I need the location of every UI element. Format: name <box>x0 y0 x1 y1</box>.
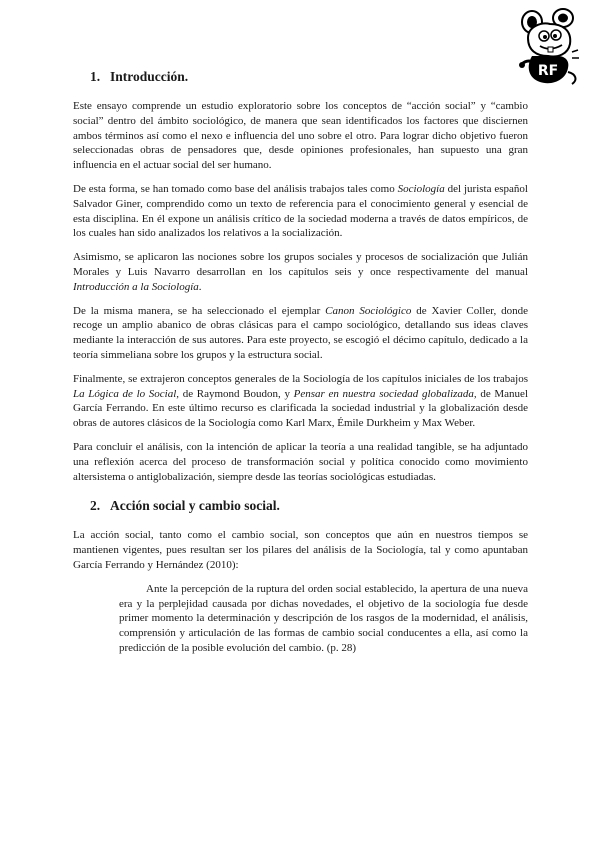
document-body <box>73 68 528 665</box>
section-heading-introduccion <box>90 68 528 86</box>
section-title: Acción social y cambio social. <box>110 498 280 514</box>
accion-paragraph-1: La acción social, tanto como el cambio social, son conceptos que aún en nuestros tiempos se mantienen vigentes, pues resultan ser los pilares del análisis de la Sociología, tal y como apuntaban García Ferrando y Hernández (2010): <box>73 529 528 571</box>
text-run: De la misma manera, se ha seleccionado el ejemplar <box>73 304 326 317</box>
text-run: de Xavier Coller, donde recoge un amplio abanico de obras clásicas para el campo sociológico, detallando sus ideas claves mediante la interacción de sus autores. Para este proyecto, se escogió el décimo capítulo, dedicado a la teoría simmeliana sobre los grupos y la estructura social. <box>73 304 528 361</box>
intro-paragraph-4 <box>73 304 528 363</box>
text-run: de Manuel García Ferrando. En este último recurso es clarificada la sociedad industrial y la globalización desde obras de autores clásicos de la Sociología como Karl Marx, Émile Durkheim y Max Weber. <box>73 387 528 430</box>
book-title: Introducción a la Sociología <box>73 280 199 293</box>
block-quote: Ante la percepción de la ruptura del orden social establecido, la apertura de una nueva era y la perplejidad causada por dichas novedades, el objetivo de la sociología fue desde primer momento la determinación y descripción de los rasgos de la modernidad, el análisis, comprensión y articulación de las formas de cambio social conducentes a ella, así como la predicción de la posible evolución del cambio. (p. 28) <box>119 582 528 654</box>
text-run: del jurista español Salvador Giner, comprendido como un texto de referencia para el conocimiento general y esencial de esta disciplina. En él expone un análisis crítico de la sociedad moderna a través de datos empíricos, de los cuales han sido analizados los relativos a la socialización. <box>73 182 528 240</box>
intro-paragraph-1: Este ensayo comprende un estudio exploratorio sobre los conceptos de “acción social” y “cambio social” dentro del ámbito sociológico, de manera que sean identificados los factores que disciernen ambos términos así como el nexo e influencia del uno sobre el otro. Para lograr dicho objetivo fueron seleccionadas obras de pensadores que, desde opiniones profesionales, han supuesto una gran influencia en el actuar social del ser humano. <box>73 100 528 172</box>
intro-paragraph-6: Para concluir el análisis, con la intención de aplicar la teoría a una realidad tangible, se ha adjuntado una reflexión acerca del proceso de transformación social y política conocido como movimiento altersistema o antiglobalización, siempre desde las teorías sociológicas estudiadas. <box>73 440 528 483</box>
intro-paragraph-2 <box>73 182 528 241</box>
book-title: Pensar en nuestra sociedad globalizada, <box>293 387 477 400</box>
book-title: La Lógica de lo Social <box>73 387 177 400</box>
book-title: Sociología <box>397 182 445 195</box>
text-run: Finalmente, se extrajeron conceptos generales de la Sociología de los capítulos iniciales de los trabajos <box>73 372 528 385</box>
text-run: De esta forma, se han tomado como base del análisis trabajos tales como <box>73 182 398 195</box>
logo-letters: RF <box>537 63 559 79</box>
text-run: , de Raymond Boudon, y <box>176 387 294 400</box>
section-heading-accion-social <box>90 497 528 515</box>
section-number: 1. <box>90 69 101 84</box>
section-title: Introducción. <box>110 69 189 84</box>
book-title: Canon Sociológico <box>325 304 412 317</box>
intro-paragraph-3 <box>73 250 528 294</box>
section-number: 2. <box>90 498 101 514</box>
text-run: . <box>198 280 202 293</box>
text-run: Asimismo, se aplicaron las nociones sobre los grupos sociales y procesos de socialización que Julián Morales y Luis Navarro desarrollan en los capítulos seis y once respectivamente del manual <box>73 251 528 278</box>
intro-paragraph-5 <box>73 372 528 431</box>
